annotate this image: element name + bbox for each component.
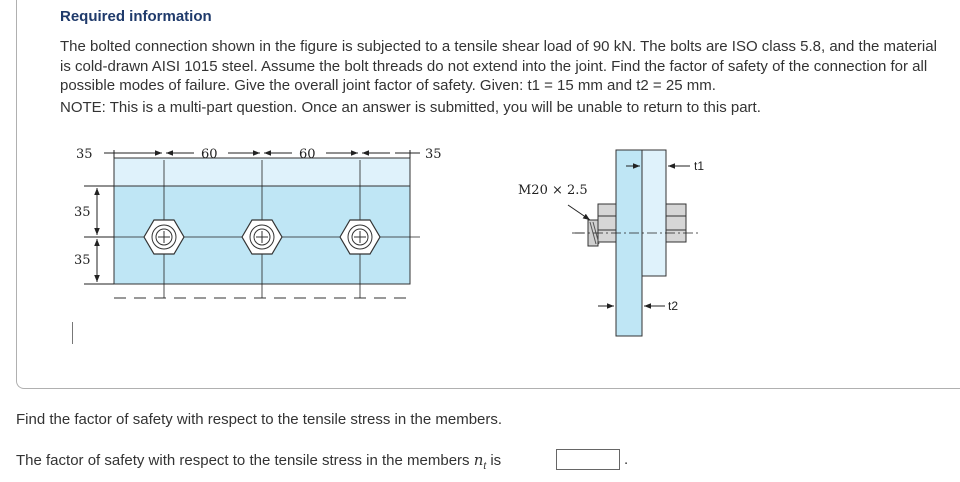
section-title: Required information [60,8,212,25]
t2-label: t2 [668,299,679,313]
side-view [572,150,700,336]
answer-input[interactable] [556,449,620,470]
dim-top-label: 35 [425,147,442,162]
bolt-size-label: M20 × 2.5 [518,183,588,198]
note-text: NOTE: This is a multi-part question. Once an answer is submitted, you will be unable to return to this part. [60,99,761,116]
answer-prompt-text: The factor of safety with respect to the tensile stress in the members [16,452,474,469]
left-dimension-line [84,186,114,284]
top-dimension-line [104,150,420,158]
t1-label: t1 [694,159,705,173]
answer-prompt [16,451,501,472]
symbol-n: n [473,451,484,469]
dim-top-label: 35 [76,147,93,162]
dim-left-label: 35 [74,205,91,220]
dim-left-label: 35 [74,253,91,268]
question-prompt: Find the factor of safety with respect to the tensile stress in the members. [16,411,503,428]
dim-top-label: 60 [201,147,218,162]
answer-prompt-suffix: is [486,452,502,469]
sentence-period: . [624,451,629,468]
dim-top-label: 60 [299,147,316,162]
bolt-leader-arrow [568,205,590,220]
symbol-subscript: t [483,461,487,472]
problem-statement: The bolted connection shown in the figure is subjected to a tensile shear load of 90 kN. The bolts are ISO class 5.8, and the material is cold-drawn AISI 1015 steel. Assume the bolt threads do not extend into the joint. Find the factor of safety of the connection for all possible modes of failure. Give the overall joint factor of safety. Given: t1 = 15 mm and t2 = 25 mm. [60,38,937,94]
